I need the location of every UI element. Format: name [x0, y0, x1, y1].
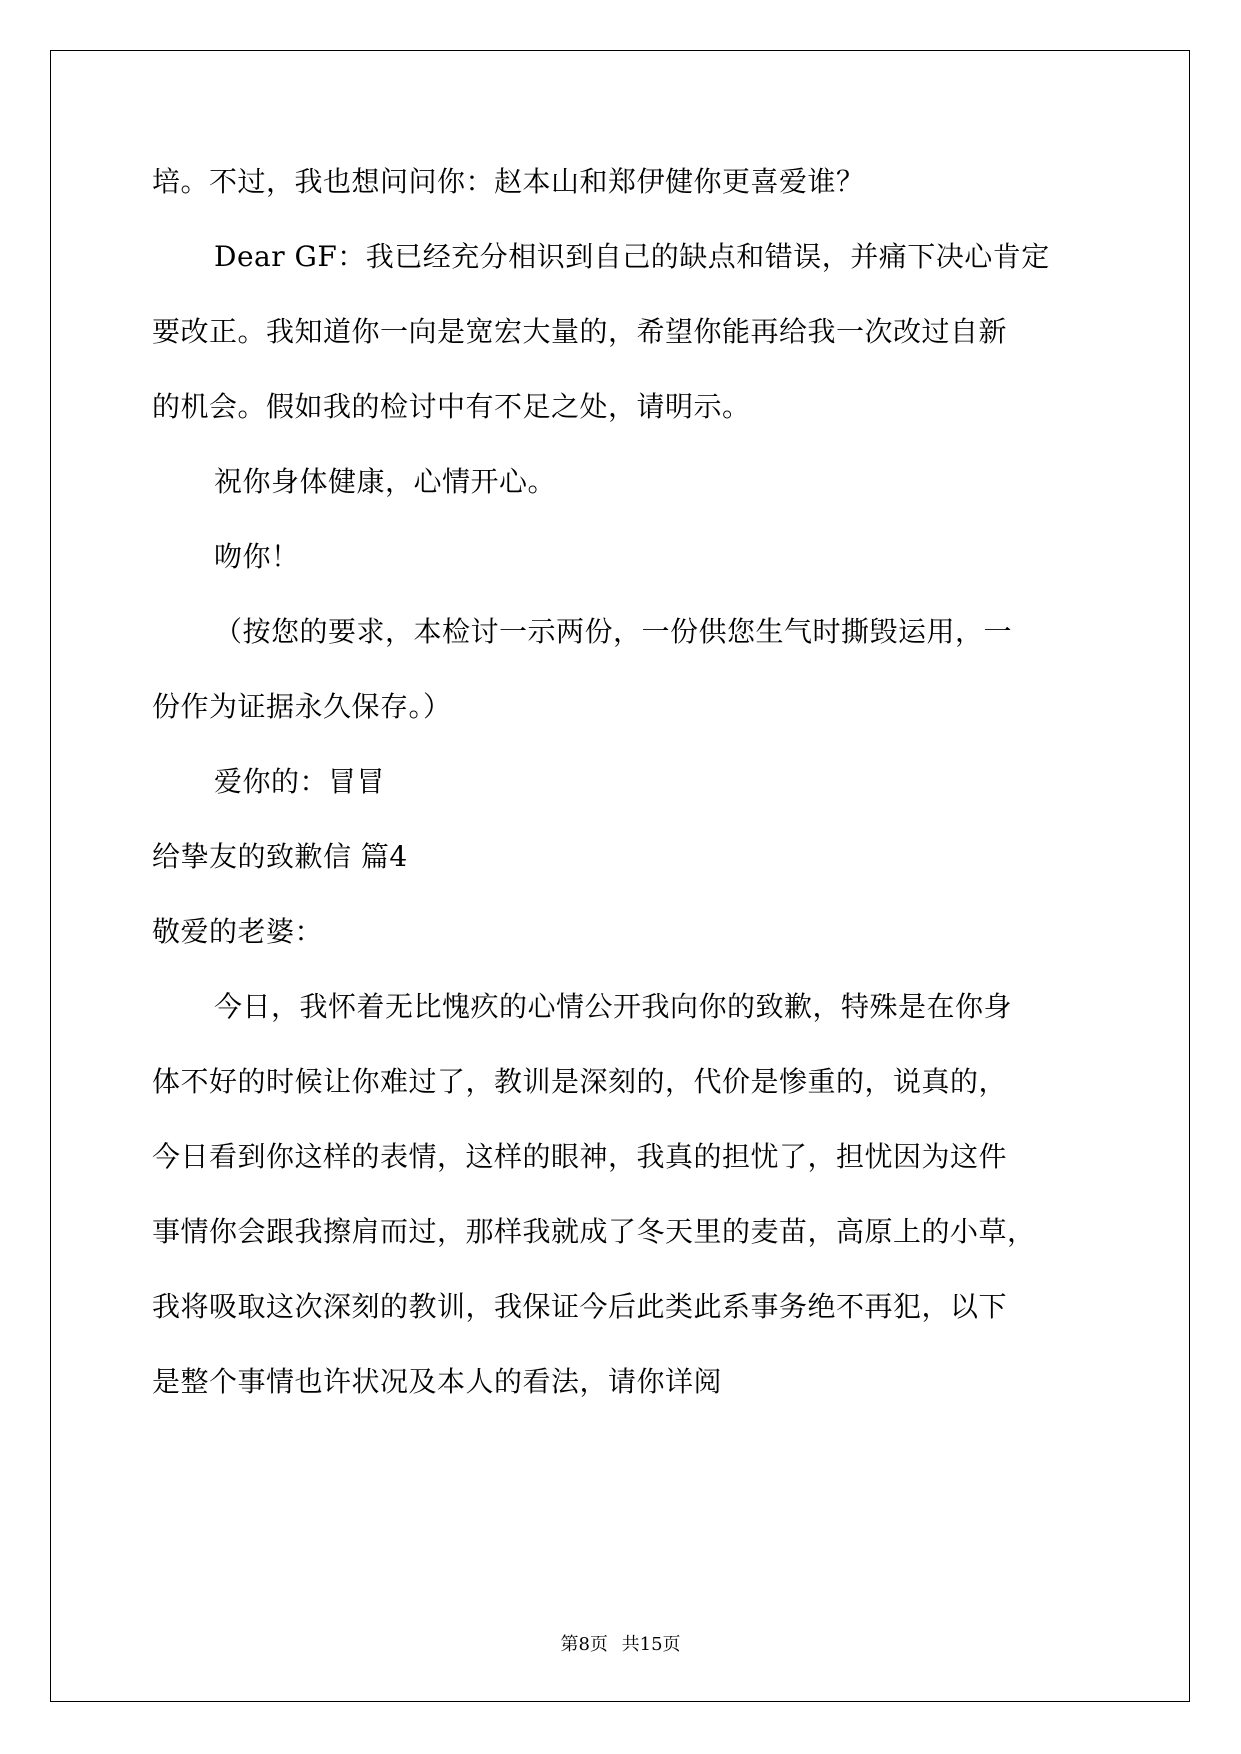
- salutation: 敬爱的老婆：: [152, 915, 324, 948]
- document-body: [152, 160, 1102, 1435]
- text-line: 吻你！: [214, 540, 300, 573]
- text-line: 是整个事情也许状况及本人的看法，请你详阅: [152, 1365, 723, 1398]
- text-line: 的机会。假如我的检讨中有不足之处，请明示。: [152, 390, 751, 423]
- text-line: （按您的要求，本检讨一示两份，一份供您生气时撕毁运用，一: [214, 615, 1013, 648]
- text-line: 培。不过，我也想问问你：赵本山和郑伊健你更喜爱谁？: [152, 165, 865, 198]
- text-line: 今日看到你这样的表情，这样的眼神，我真的担忧了，担忧因为这件: [152, 1140, 1008, 1173]
- text-line: 我将吸取这次深刻的教训，我保证今后此类此系事务绝不再犯，以下: [152, 1290, 1008, 1323]
- page-footer: [0, 1630, 1241, 1656]
- text-line: Dear GF：我已经充分相识到自己的缺点和错误，并痛下决心肯定: [214, 240, 1050, 273]
- text-line: 今日，我怀着无比愧疚的心情公开我向你的致歉，特殊是在你身: [214, 990, 1013, 1023]
- text-line: 份作为证据永久保存。）: [152, 690, 452, 723]
- signature-line: 爱你的：冒冒: [214, 765, 386, 798]
- total-pages: 共15页: [621, 1634, 681, 1655]
- text-line: 祝你身体健康，心情开心。: [214, 465, 557, 498]
- text-line: 事情你会跟我擦肩而过，那样我就成了冬天里的麦苗，高原上的小草，: [152, 1215, 1036, 1248]
- text-line: 要改正。我知道你一向是宽宏大量的，希望你能再给我一次改过自新: [152, 315, 1008, 348]
- text-line: 体不好的时候让你难过了，教训是深刻的，代价是惨重的，说真的，: [152, 1065, 1008, 1098]
- current-page-number: 第8页: [560, 1634, 608, 1655]
- section-heading: 给挚友的致歉信 篇4: [152, 840, 408, 873]
